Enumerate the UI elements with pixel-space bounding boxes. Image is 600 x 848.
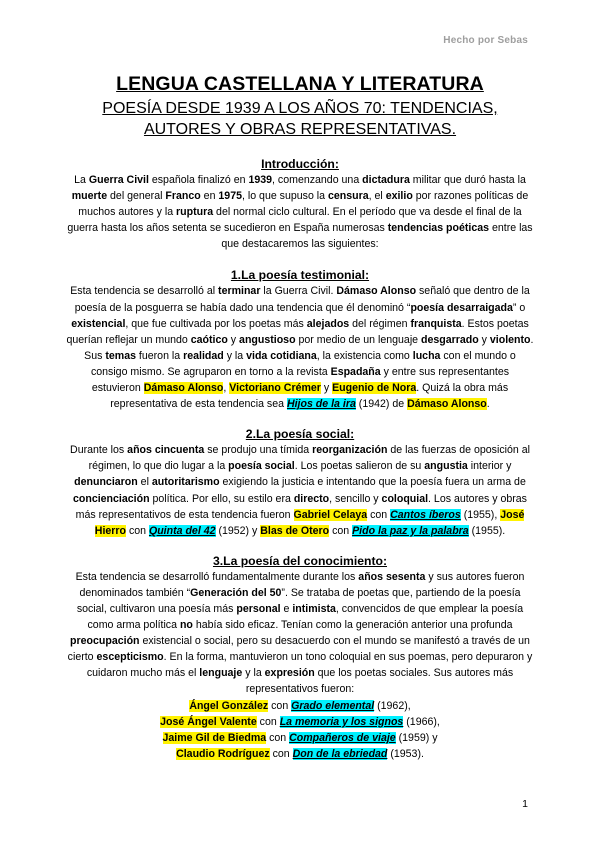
bold-term: autoritarismo	[151, 476, 220, 489]
work-title: Quinta del 42	[148, 524, 216, 537]
work-title: Don de la ebriedad	[292, 747, 388, 760]
bold-term: 1939	[248, 174, 273, 186]
bold-term: lucha	[412, 349, 441, 362]
author-name: Eugenio de Nora	[332, 382, 417, 395]
work-title: Grado elemental	[291, 699, 375, 712]
bold-term: vida cotidiana	[246, 349, 317, 362]
work-title: Pido la paz y la palabra	[352, 524, 469, 537]
bold-term: alejados	[306, 317, 350, 330]
page-number: 1	[522, 798, 528, 810]
author-name: Jaime Gil de Biedma	[162, 731, 267, 744]
intro-paragraph: La Guerra Civil española finalizó en 1939, comenzando una dictadura militar que duró hasta la muerte del general Franco en 1975, lo que supuso la censura, el exilio por razones políticas de muchos autores y la ruptura del normal ciclo cultural. En el período que va desde el final de la guerra hasta los años setenta se sucedieron en España numerosas tendencias poéticas entre las que destacaremos las siguientes:	[67, 174, 533, 251]
bold-term: denunciaron	[74, 476, 138, 489]
document-title: LENGUA CASTELLANA Y LITERATURA	[116, 73, 484, 95]
bold-term: dictadura	[362, 174, 410, 186]
bold-term: poesía social	[228, 460, 295, 473]
bold-term: concienciación	[73, 492, 150, 505]
bold-term: realidad	[183, 349, 224, 362]
section-2-heading: 2.La poesía social:	[245, 427, 355, 442]
section-3-author-2: José Ángel Valente con La memoria y los signos (1966),	[160, 715, 440, 728]
bold-term: años cincuenta	[127, 444, 205, 457]
bold-term: Espadaña	[330, 365, 381, 378]
bold-term: directo	[293, 492, 330, 505]
bold-term: muerte	[71, 190, 108, 203]
bold-term: desgarrado	[421, 333, 479, 346]
bold-term: preocupación	[70, 635, 140, 648]
bold-term: reorganización	[312, 444, 388, 457]
bold-term: coloquial	[381, 492, 429, 505]
section-3-heading: 3.La poesía del conocimiento:	[212, 553, 388, 568]
section-3-author-4: Claudio Rodríguez con Don de la ebriedad (1953).	[176, 747, 424, 760]
document-body	[66, 71, 534, 762]
work-title: Cantos íberos	[390, 508, 461, 521]
subtitle-line-1: POESÍA DESDE 1939 A LOS AÑOS 70: TENDENCIAS,	[102, 100, 498, 117]
bold-term: Guerra Civil	[88, 174, 149, 186]
author-name: Blas de Otero	[260, 524, 330, 537]
bold-term: Franco	[165, 190, 201, 203]
subtitle-line-2: AUTORES Y OBRAS REPRESENTATIVAS.	[143, 121, 457, 138]
bold-term: personal	[236, 602, 281, 615]
author-name: José Hierro	[94, 508, 525, 537]
author-name: Gabriel Celaya	[293, 508, 368, 521]
work-title: Hijos de la ira	[286, 398, 356, 411]
work-title: La memoria y los signos	[279, 715, 404, 728]
work-title: Compañeros de viaje	[289, 731, 396, 744]
bold-term: ruptura	[176, 206, 214, 219]
bold-term: 1975	[218, 190, 242, 203]
section-3-author-3: Jaime Gil de Biedma con Compañeros de viaje (1959) y	[162, 731, 438, 744]
bold-term: años sesenta	[358, 570, 426, 583]
bold-term: exilio	[385, 190, 413, 203]
bold-term: censura	[327, 190, 369, 203]
intro-heading: Introducción:	[261, 157, 339, 171]
section-3-paragraph: Esta tendencia se desarrolló fundamentalmente durante los años sesenta y sus autores fueron denominados también “Generación del 50”. Se trataba de poetas que, partiendo de la poesía social, cultivaron una poesía más personal e intimista, convencidos de que emplear la poesía como arma política no había sido eficaz. Tenían como la generación anterior una profunda preocupación existencial o social, pero su desacuerdo con el mundo se manifestó a través de un cierto escepticismo. En la forma, mantuvieron un tono coloquial en sus poemas, pero depuraron y cuidaron mucho más el lenguaje y la expresión que los poetas sociales. Sus autores más representativos fueron:	[67, 570, 533, 696]
bold-term: angustioso	[239, 333, 296, 346]
author-name: Ángel González	[189, 699, 269, 712]
section-1-paragraph-1: Esta tendencia se desarrolló al terminar la Guerra Civil. Dámaso Alonso señaló que dentro de la poesía de la posguerra se había dado una tendencia que él denominó “poesía desarraigada” o existencial, que fue cultivada por los poetas más alejados del régimen franquista. Estos poetas querían reflejar un mundo caótico y angustioso por medio de un lenguaje desgarrado y violento.	[66, 285, 534, 346]
bold-term: terminar	[218, 285, 261, 298]
bold-term: franquista	[410, 317, 462, 330]
bold-term: temas	[105, 349, 136, 362]
bold-term: no	[179, 619, 193, 632]
bold-term: Generación del 50	[190, 586, 282, 599]
author-name: Victoriano Crémer	[229, 382, 321, 395]
bold-term: existencial	[71, 317, 126, 330]
author-name: José Ángel Valente	[160, 715, 257, 728]
bold-term: tendencias poéticas	[387, 222, 490, 235]
section-3-author-1: Ángel González con Grado elemental (1962),	[189, 699, 411, 712]
bold-term: poesía desarraigada	[410, 301, 513, 314]
header-note: Hecho por Sebas	[443, 35, 528, 46]
bold-term: angustia	[424, 460, 468, 473]
bold-term: Dámaso Alonso	[336, 285, 417, 298]
author-name: Dámaso Alonso	[407, 398, 487, 411]
document-subtitle	[66, 98, 534, 140]
section-2-paragraph: Durante los años cincuenta se produjo una tímida reorganización de las fuerzas de oposición al régimen, lo que dio lugar a la poesía social. Los poetas salieron de su angustia interior y denunciaron el autoritarismo exigiendo la justicia e intentando que la poesía fuera un arma de concienciación política. Por ello, su estilo era directo, sencillo y coloquial. Los autores y obras más representativos de esta tendencia fueron Gabriel Celaya con Cantos íberos (1955), José Hierro con Quinta del 42 (1952) y Blas de Otero con Pido la paz y la palabra (1955).	[70, 444, 530, 537]
bold-term: caótico	[190, 333, 228, 346]
bold-term: violento	[489, 333, 531, 346]
bold-term: intimista	[292, 602, 336, 615]
section-1-paragraph-2: Sus temas fueron la realidad y la vida cotidiana, la existencia como lucha con el mundo o consigo mismo. Se agruparon en torno a la revista Espadaña y entre sus representantes estuvieron Dámaso Alonso, Victoriano Crémer y Eugenio de Nora. Quizá la obra más representativa de esta tendencia sea Hijos de la ira (1942) de Dámaso Alonso.	[84, 349, 516, 411]
bold-term: escepticismo	[96, 651, 164, 664]
section-1-heading: 1.La poesía testimonial:	[230, 268, 370, 283]
author-name: Claudio Rodríguez	[176, 747, 270, 760]
bold-term: lenguaje	[199, 667, 243, 680]
author-name: Dámaso Alonso	[143, 382, 224, 395]
bold-term: expresión	[264, 667, 315, 680]
